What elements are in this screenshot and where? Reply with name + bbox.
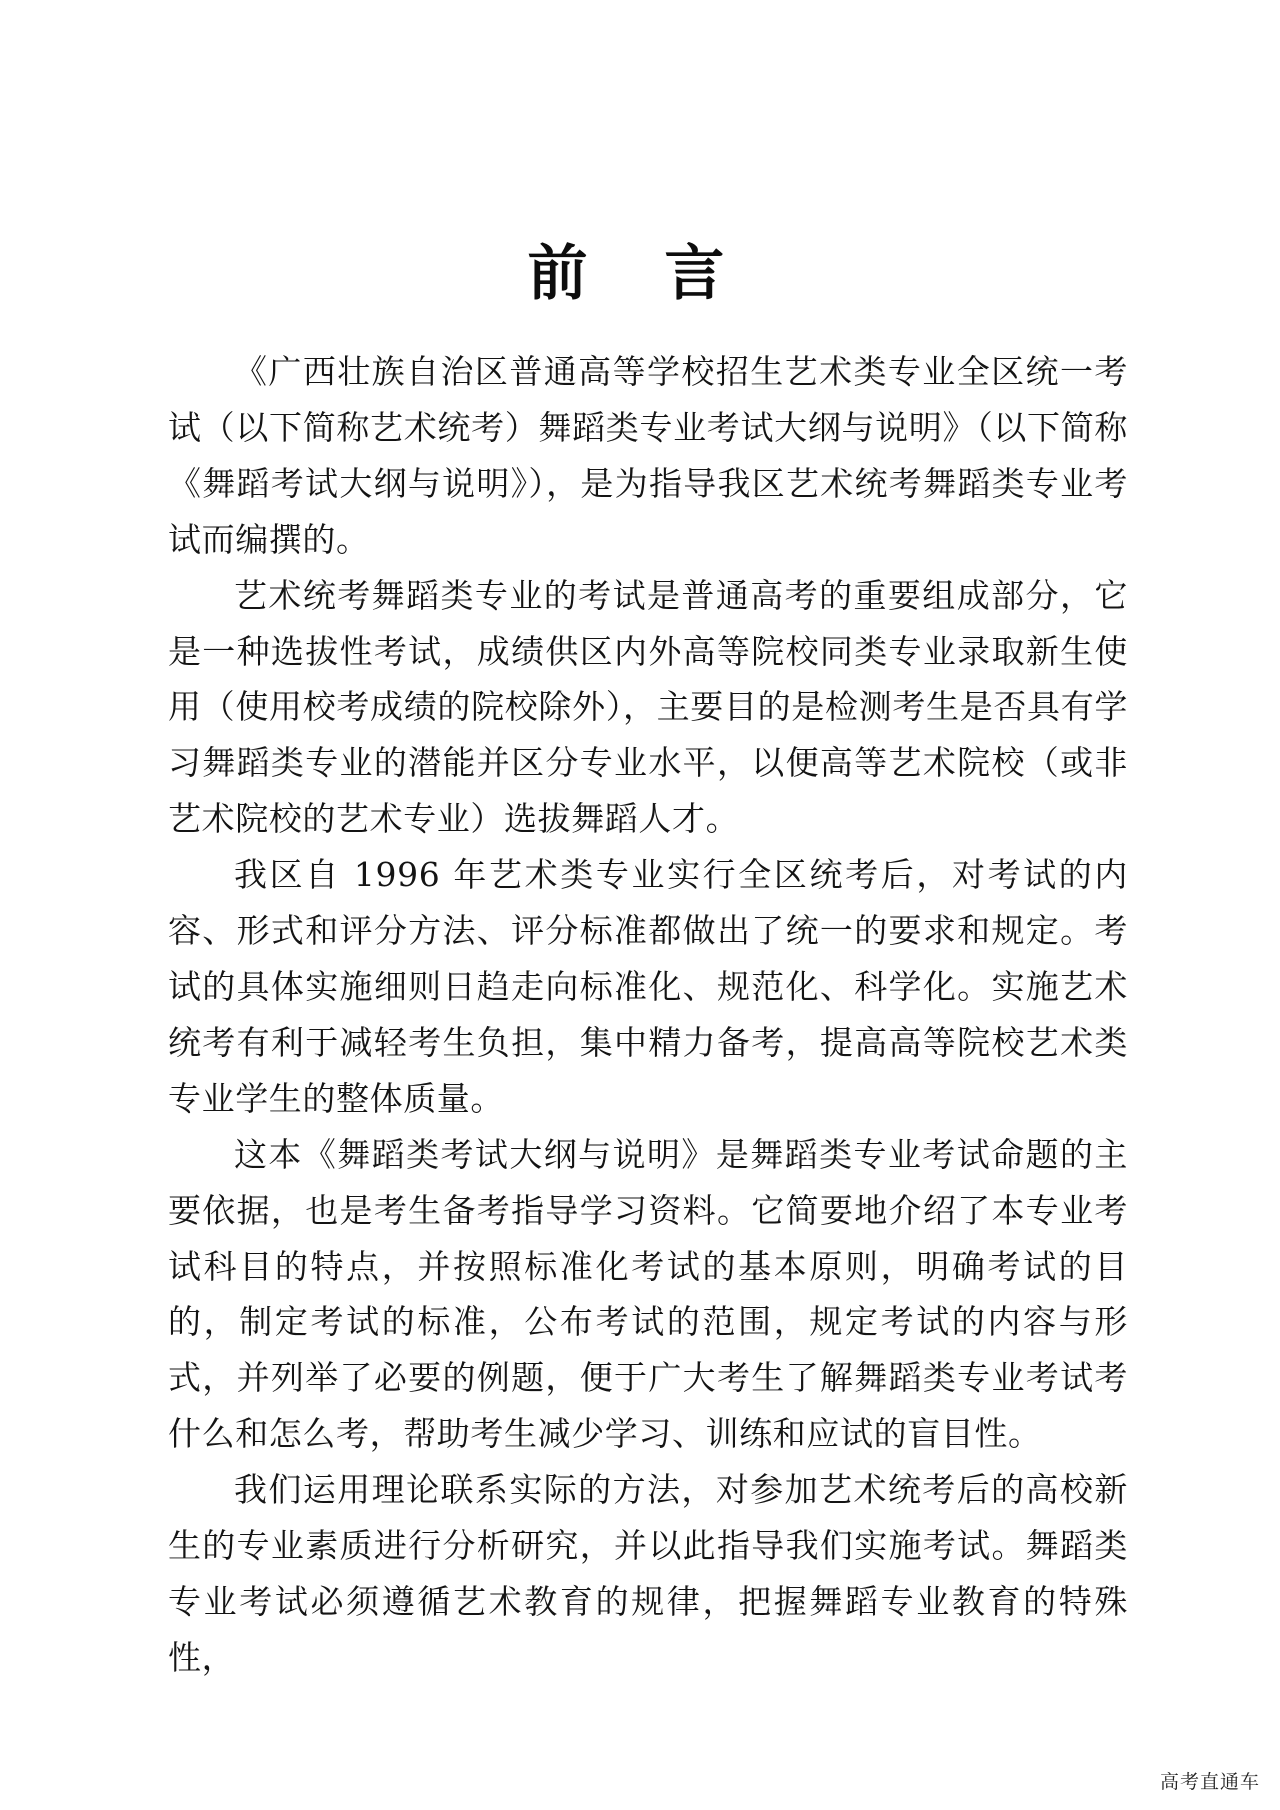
paragraph-4: 这本《舞蹈类考试大纲与说明》是舞蹈类专业考试命题的主要依据，也是考生备考指导学习资料。它简要地介绍了本专业考试科目的特点，并按照标准化考试的基本原则，明确考试的目的，制定考试的标准，公布考试的范围，规定考试的内容与形式，并列举了必要的例题，便于广大考生了解舞蹈类专业考试考什么和怎么考，帮助考生减少学习、训练和应试的盲目性。 [168, 1134, 1128, 1454]
paragraph-2: 艺术统考舞蹈类专业的考试是普通高考的重要组成部分，它是一种选拔性考试，成绩供区内外高等院校同类专业录取新生使用（使用校考成绩的院校除外），主要目的是检测考生是否具有学习舞蹈类专业的潜能并区分专业水平，以便高等艺术院校（或非艺术院校的艺术专业）选拔舞蹈人才。 [168, 575, 1128, 839]
paragraph-1: 《广西壮族自治区普通高等学校招生艺术类专业全区统一考试（以下简称艺术统考）舞蹈类专业考试大纲与说明》（以下简称《舞蹈考试大纲与说明》），是为指导我区艺术统考舞蹈类专业考试而编撰的。 [168, 352, 1128, 559]
paragraph-5: 我们运用理论联系实际的方法，对参加艺术统考后的高校新生的专业素质进行分析研究，并以此指导我们实施考试。舞蹈类专业考试必须遵循艺术教育的规律，把握舞蹈专业教育的特殊性， [168, 1470, 1128, 1677]
page-title: 前 言 [527, 239, 753, 310]
paragraph-3: 我区自 1996 年艺术类专业实行全区统考后，对考试的内容、形式和评分方法、评分标准都做出了统一的要求和规定。考试的具体实施细则日趋走向标准化、规范化、科学化。实施艺术统考有利于减轻考生负担，集中精力备考，提高高等院校艺术类专业学生的整体质量。 [168, 855, 1128, 1118]
watermark-text: 高考直通车 [1159, 1771, 1260, 1793]
body-text [168, 344, 1128, 1686]
